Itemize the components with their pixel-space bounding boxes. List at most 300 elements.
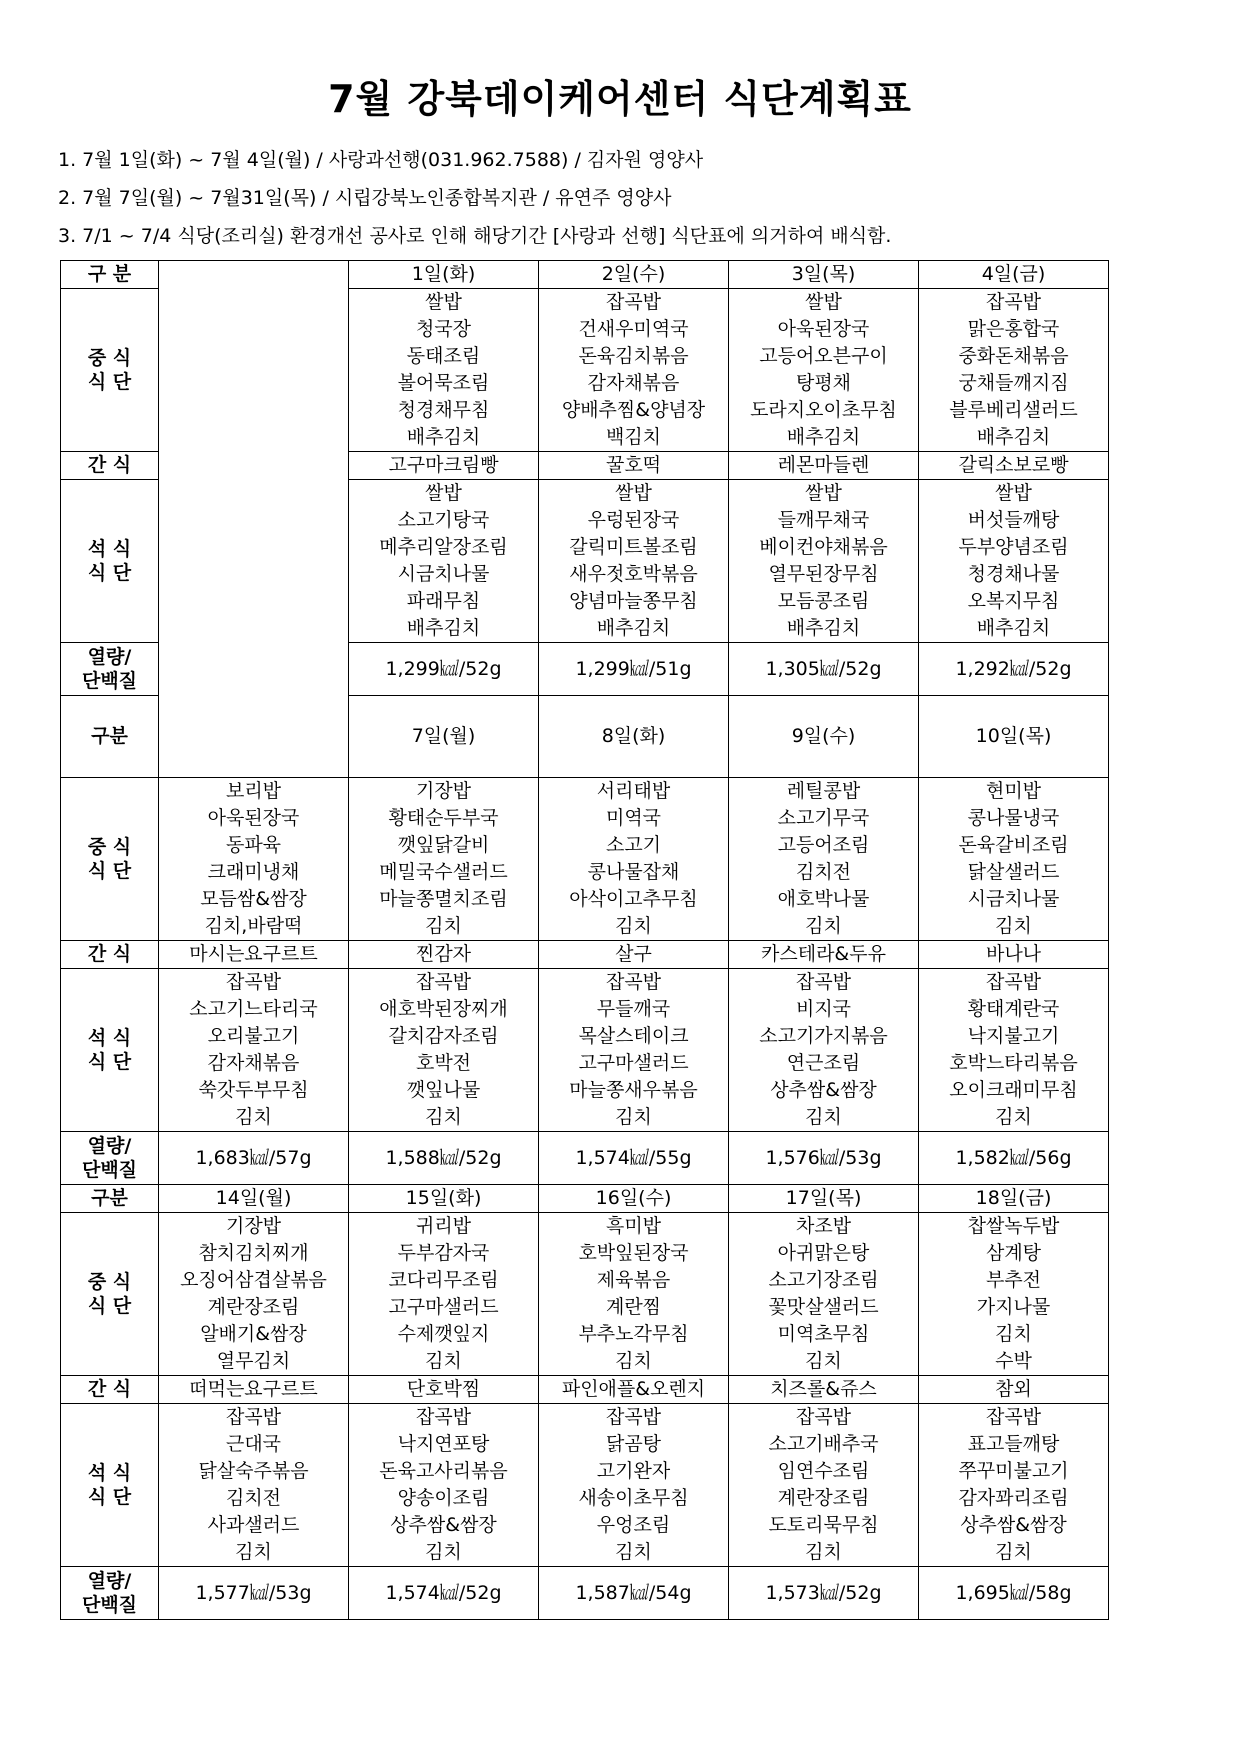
- menu-item: 쌀밥: [615, 482, 652, 504]
- lunch-cell: [159, 1213, 349, 1376]
- menu-item: 쌀밥: [805, 291, 842, 313]
- menu-item: 낙지불고기: [967, 1025, 1060, 1047]
- lunch-cell: [919, 289, 1109, 452]
- date-header-cell: 9일(수): [729, 696, 919, 778]
- header-label-cell: 구분: [61, 696, 159, 778]
- menu-item: 고구마샐러드: [578, 1052, 689, 1074]
- dinner-cell: [159, 1404, 349, 1567]
- menu-item: 애호박나물: [777, 888, 870, 910]
- menu-item: 김치전: [225, 1487, 282, 1509]
- lunch-cell: [349, 289, 539, 452]
- menu-item: 잡곡밥: [795, 1406, 852, 1428]
- menu-item: 잡곡밥: [605, 1406, 662, 1428]
- date-header-cell: 8일(화): [539, 696, 729, 778]
- lunch-label-cell: [61, 1213, 159, 1376]
- snack-cell: [159, 1376, 349, 1404]
- dinner-label-text: 식 단: [87, 1051, 132, 1073]
- dinner-cell: [919, 969, 1109, 1132]
- menu-item: 베이컨야채볶음: [759, 536, 888, 558]
- menu-item: 감자채볶음: [587, 372, 680, 394]
- menu-item: 돈육고사리볶음: [379, 1460, 508, 1482]
- date-header-cell: 17일(목): [729, 1185, 919, 1213]
- menu-item: 근대국: [225, 1433, 282, 1455]
- menu-item: 쌀밥: [995, 482, 1032, 504]
- menu-item: 김치: [805, 1106, 842, 1128]
- menu-item: 잡곡밥: [415, 1406, 472, 1428]
- snack-label-cell: 간 식: [61, 941, 159, 969]
- menu-item: 감자채볶음: [207, 1052, 300, 1074]
- menu-item: 아귀맑은탕: [777, 1242, 870, 1264]
- snack-cell: [539, 452, 729, 480]
- menu-item: 기장밥: [415, 780, 472, 802]
- menu-item: 돈육김치볶음: [578, 345, 689, 367]
- snack-cell: [729, 1376, 919, 1404]
- menu-item: 소고기배추국: [768, 1433, 879, 1455]
- nutrition-cell: [349, 1567, 539, 1620]
- menu-item: 메밀국수샐러드: [379, 861, 508, 883]
- snack-item: 살구: [615, 943, 652, 965]
- menu-item: 오이크래미무침: [949, 1079, 1078, 1101]
- date-header-cell: 10일(목): [919, 696, 1109, 778]
- menu-item: 김치: [805, 1350, 842, 1372]
- lunch-cell: [349, 778, 539, 941]
- menu-item: 무들깨국: [596, 998, 671, 1020]
- menu-item: 차조밥: [795, 1215, 852, 1237]
- menu-item: 비지국: [795, 998, 852, 1020]
- menu-item: 오징어삼겹살볶음: [180, 1269, 327, 1291]
- menu-item: 잡곡밥: [605, 971, 662, 993]
- menu-item: 마늘쫑멸치조림: [379, 888, 508, 910]
- dinner-cell: [539, 1404, 729, 1567]
- menu-item: 고구마샐러드: [388, 1296, 499, 1318]
- snack-cell: [349, 452, 539, 480]
- menu-item: 양배추찜&양념장: [561, 399, 706, 421]
- nutrition-cell: [349, 1132, 539, 1185]
- menu-item: 쭈꾸미불고기: [958, 1460, 1069, 1482]
- menu-item: 쌀밥: [805, 482, 842, 504]
- nutrition-value: 1,305㎉/52g: [765, 657, 882, 680]
- menu-item: 두부감자국: [397, 1242, 490, 1264]
- menu-item: 알배기&쌈장: [200, 1323, 307, 1345]
- menu-item: 계란찜: [605, 1296, 662, 1318]
- nutrition-value: 1,576㎉/53g: [765, 1146, 882, 1169]
- menu-item: 수박: [995, 1350, 1032, 1372]
- menu-item: 양념마늘쫑무침: [569, 590, 698, 612]
- nutrition-label-cell: [61, 1567, 159, 1620]
- menu-item: 소고기느타리국: [189, 998, 318, 1020]
- menu-item: 잡곡밥: [225, 1406, 282, 1428]
- menu-item: 돈육갈비조림: [958, 834, 1069, 856]
- menu-item: 김치: [235, 1106, 272, 1128]
- menu-item: 부추전: [985, 1269, 1042, 1291]
- date-header-cell: 2일(수): [539, 261, 729, 289]
- menu-item: 고기완자: [596, 1460, 671, 1482]
- nutrition-value: 1,582㎉/56g: [955, 1146, 1072, 1169]
- date-header-cell: 18일(금): [919, 1185, 1109, 1213]
- snack-cell: [349, 1376, 539, 1404]
- dinner-cell: [729, 480, 919, 643]
- lunch-label-text: 식 단: [87, 860, 132, 882]
- menu-item: 깻잎나물: [406, 1079, 481, 1101]
- dinner-cell: [919, 1404, 1109, 1567]
- snack-item: 꿀호떡: [605, 454, 662, 476]
- lunch-cell: [349, 1213, 539, 1376]
- date-header-cell: 3일(목): [729, 261, 919, 289]
- menu-item: 잡곡밥: [795, 971, 852, 993]
- menu-item: 미역초무침: [777, 1323, 870, 1345]
- dinner-label-text: 식 단: [87, 1486, 132, 1508]
- menu-item: 맑은홍합국: [967, 318, 1060, 340]
- nutrition-cell: [729, 643, 919, 696]
- note-item: 3. 7/1 ~ 7/4 식당(조리실) 환경개선 공사로 인해 해당기간 [사랑과 선행] 식단표에 의거하여 배식함.: [58, 225, 892, 247]
- menu-item: 배추김치: [406, 426, 481, 448]
- date-header-cell: 1일(화): [349, 261, 539, 289]
- menu-item: 임연수조림: [777, 1460, 870, 1482]
- dinner-cell: [349, 480, 539, 643]
- menu-item: 가지나물: [976, 1296, 1051, 1318]
- nutrition-cell: [159, 1567, 349, 1620]
- menu-item: 백김치: [605, 426, 662, 448]
- snack-item: 레몬마들렌: [777, 454, 870, 476]
- menu-item: 배추김치: [786, 426, 861, 448]
- menu-item: 잡곡밥: [605, 291, 662, 313]
- menu-item: 목살스테이크: [578, 1025, 689, 1047]
- lunch-cell: [159, 778, 349, 941]
- menu-item: 잡곡밥: [415, 971, 472, 993]
- page-title: 7월 강북데이케어센터 식단계획표: [328, 77, 912, 121]
- menu-item: 보리밥: [225, 780, 282, 802]
- snack-cell: [349, 941, 539, 969]
- menu-item: 소고기무국: [777, 807, 870, 829]
- menu-item: 찹쌀녹두밥: [967, 1215, 1060, 1237]
- snack-item: 마시는요구르트: [189, 943, 318, 965]
- notes-list: [58, 145, 891, 259]
- menu-item: 소고기가지볶음: [759, 1025, 888, 1047]
- menu-item: 양송이조림: [397, 1487, 490, 1509]
- menu-item: 청경채무침: [397, 399, 490, 421]
- menu-item: 김치: [425, 1350, 462, 1372]
- menu-item: 참치김치찌개: [198, 1242, 309, 1264]
- snack-cell: [539, 1376, 729, 1404]
- meal-plan-table: [60, 260, 1109, 1620]
- menu-item: 두부양념조림: [958, 536, 1069, 558]
- menu-item: 크래미냉채: [207, 861, 300, 883]
- snack-item: 카스테라&두유: [761, 943, 886, 965]
- menu-item: 김치: [425, 915, 462, 937]
- snack-cell: [159, 941, 349, 969]
- menu-item: 배추김치: [786, 617, 861, 639]
- nutrition-value: 1,588㎉/52g: [385, 1146, 502, 1169]
- nutrition-value: 1,299㎉/51g: [575, 657, 692, 680]
- nutrition-cell: [919, 1132, 1109, 1185]
- snack-cell: [539, 941, 729, 969]
- menu-item: 궁채들깨지짐: [958, 372, 1069, 394]
- menu-item: 코다리무조림: [388, 1269, 499, 1291]
- menu-item: 잡곡밥: [985, 971, 1042, 993]
- dinner-label-cell: [61, 969, 159, 1132]
- nutrition-cell: [349, 643, 539, 696]
- menu-item: 오리불고기: [207, 1025, 300, 1047]
- nutrition-cell: [539, 1132, 729, 1185]
- nutrition-value: 1,573㎉/52g: [765, 1581, 882, 1604]
- menu-item: 김치: [995, 1541, 1032, 1563]
- menu-item: 우렁된장국: [587, 509, 680, 531]
- menu-item: 들깨무채국: [777, 509, 870, 531]
- menu-item: 김치: [615, 1106, 652, 1128]
- lunch-label-text: 식 단: [87, 371, 132, 393]
- lunch-label-text: 중 식: [87, 1271, 132, 1293]
- menu-item: 소고기장조림: [768, 1269, 879, 1291]
- menu-item: 제육볶음: [596, 1269, 671, 1291]
- menu-item: 갈릭미트볼조림: [569, 536, 698, 558]
- date-header-cell: 4일(금): [919, 261, 1109, 289]
- menu-item: 아욱된장국: [777, 318, 870, 340]
- snack-cell: [729, 941, 919, 969]
- menu-item: 도라지오이초무침: [750, 399, 897, 421]
- menu-item: 호박전: [415, 1052, 472, 1074]
- menu-item: 고등어오븐구이: [759, 345, 888, 367]
- menu-item: 애호박된장찌개: [379, 998, 508, 1020]
- dinner-row: [61, 969, 1109, 1132]
- dinner-label-text: 식 단: [87, 562, 132, 584]
- nutrition-row: [61, 1567, 1109, 1620]
- snack-item: 파인애플&오렌지: [561, 1378, 706, 1400]
- menu-item: 상추쌈&쌈장: [770, 1079, 877, 1101]
- nutrition-label-text: 단백질: [81, 1594, 138, 1616]
- menu-item: 호박잎된장국: [578, 1242, 689, 1264]
- menu-item: 블루베리샐러드: [949, 399, 1078, 421]
- menu-item: 소고기탕국: [397, 509, 490, 531]
- menu-item: 잡곡밥: [225, 971, 282, 993]
- snack-row: [61, 941, 1109, 969]
- menu-item: 모듬쌈&쌈장: [200, 888, 307, 910]
- date-header-cell: 16일(수): [539, 1185, 729, 1213]
- menu-item: 새우젓호박볶음: [569, 563, 698, 585]
- header-label-cell: 구분: [61, 1185, 159, 1213]
- menu-item: 닭살숙주볶음: [198, 1460, 309, 1482]
- menu-item: 감자꽈리조림: [958, 1487, 1069, 1509]
- menu-item: 배추김치: [596, 617, 671, 639]
- nutrition-cell: [539, 1567, 729, 1620]
- lunch-label-text: 식 단: [87, 1295, 132, 1317]
- menu-item: 잡곡밥: [985, 1406, 1042, 1428]
- dinner-cell: [539, 480, 729, 643]
- dinner-label-cell: [61, 480, 159, 643]
- nutrition-value: 1,683㎉/57g: [195, 1146, 312, 1169]
- menu-item: 파래무침: [406, 590, 481, 612]
- snack-item: 고구마크림빵: [388, 454, 499, 476]
- nutrition-value: 1,299㎉/52g: [385, 657, 502, 680]
- nutrition-value: 1,587㎉/54g: [575, 1581, 692, 1604]
- lunch-label-cell: [61, 778, 159, 941]
- menu-item: 연근조림: [786, 1052, 861, 1074]
- menu-item: 흑미밥: [605, 1215, 662, 1237]
- nutrition-value: 1,292㎉/52g: [955, 657, 1072, 680]
- nutrition-label-text: 단백질: [81, 670, 138, 692]
- menu-item: 김치: [995, 1323, 1032, 1345]
- lunch-cell: [539, 289, 729, 452]
- menu-item: 메추리알장조림: [379, 536, 508, 558]
- menu-item: 김치: [995, 1106, 1032, 1128]
- menu-item: 건새우미역국: [578, 318, 689, 340]
- date-header-cell: 14일(월): [159, 1185, 349, 1213]
- nutrition-value: 1,577㎉/53g: [195, 1581, 312, 1604]
- menu-item: 황태계란국: [967, 998, 1060, 1020]
- menu-item: 미역국: [605, 807, 662, 829]
- nutrition-label-text: 열량/: [87, 646, 132, 668]
- snack-cell: [919, 452, 1109, 480]
- menu-item: 김치: [615, 915, 652, 937]
- menu-item: 배추김치: [406, 617, 481, 639]
- lunch-cell: [539, 778, 729, 941]
- nutrition-value: 1,574㎉/52g: [385, 1581, 502, 1604]
- menu-item: 모듬콩조림: [777, 590, 870, 612]
- menu-item: 중화돈채볶음: [958, 345, 1069, 367]
- note-item: 1. 7월 1일(화) ~ 7월 4일(월) / 사랑과선행(031.962.7588) / 김자원 영양사: [58, 149, 704, 171]
- lunch-cell: [919, 1213, 1109, 1376]
- lunch-cell: [729, 778, 919, 941]
- menu-item: 상추쌈&쌈장: [960, 1514, 1067, 1536]
- menu-item: 열무김치: [216, 1350, 291, 1372]
- menu-item: 배추김치: [976, 617, 1051, 639]
- menu-item: 갈치감자조림: [388, 1025, 499, 1047]
- menu-item: 청국장: [415, 318, 472, 340]
- menu-item: 볼어묵조림: [397, 372, 490, 394]
- menu-item: 사과샐러드: [207, 1514, 300, 1536]
- menu-item: 현미밥: [985, 780, 1042, 802]
- snack-item: 떠먹는요구르트: [189, 1378, 318, 1400]
- menu-item: 소고기: [605, 834, 662, 856]
- menu-item: 쑥갓두부무침: [198, 1079, 309, 1101]
- nutrition-label-text: 열량/: [87, 1135, 132, 1157]
- dinner-label-text: 석 식: [87, 1027, 132, 1049]
- nutrition-cell: [729, 1132, 919, 1185]
- lunch-cell: [729, 1213, 919, 1376]
- menu-item: 호박느타리볶음: [949, 1052, 1078, 1074]
- lunch-cell: [729, 289, 919, 452]
- menu-item: 콩나물냉국: [967, 807, 1060, 829]
- lunch-label-text: 중 식: [87, 347, 132, 369]
- menu-item: 버섯들깨탕: [967, 509, 1060, 531]
- dinner-row: [61, 1404, 1109, 1567]
- lunch-label-text: 중 식: [87, 836, 132, 858]
- snack-item: 갈릭소보로빵: [958, 454, 1069, 476]
- header-label-cell: 구 분: [61, 261, 159, 289]
- menu-item: 콩나물잡채: [587, 861, 680, 883]
- menu-item: 닭곰탕: [605, 1433, 662, 1455]
- menu-item: 탕평채: [795, 372, 852, 394]
- snack-cell: [919, 941, 1109, 969]
- menu-item: 김치: [615, 1541, 652, 1563]
- nutrition-row: [61, 1132, 1109, 1185]
- menu-item: 새송이초무침: [578, 1487, 689, 1509]
- dinner-cell: [159, 969, 349, 1132]
- menu-item: 아욱된장국: [207, 807, 300, 829]
- menu-item: 김치: [615, 1350, 652, 1372]
- menu-item: 부추노각무침: [578, 1323, 689, 1345]
- menu-item: 마늘쫑새우볶음: [569, 1079, 698, 1101]
- nutrition-cell: [919, 1567, 1109, 1620]
- lunch-row: [61, 778, 1109, 941]
- menu-item: 상추쌈&쌈장: [390, 1514, 497, 1536]
- date-header-row: [61, 1185, 1109, 1213]
- dinner-cell: [539, 969, 729, 1132]
- menu-item: 레틸콩밥: [786, 780, 861, 802]
- nutrition-cell: [729, 1567, 919, 1620]
- menu-item: 김치,바람떡: [204, 915, 303, 937]
- dinner-cell: [349, 969, 539, 1132]
- nutrition-label-cell: [61, 1132, 159, 1185]
- menu-item: 쌀밥: [425, 482, 462, 504]
- menu-item: 쌀밥: [425, 291, 462, 313]
- nutrition-cell: [539, 643, 729, 696]
- menu-item: 김치: [235, 1541, 272, 1563]
- dinner-cell: [919, 480, 1109, 643]
- menu-item: 김치: [425, 1106, 462, 1128]
- nutrition-cell: [159, 1132, 349, 1185]
- menu-item: 잡곡밥: [985, 291, 1042, 313]
- menu-item: 고등어조림: [777, 834, 870, 856]
- snack-cell: [729, 452, 919, 480]
- snack-cell: [919, 1376, 1109, 1404]
- menu-item: 꽃맛살샐러드: [768, 1296, 879, 1318]
- menu-item: 귀리밥: [415, 1215, 472, 1237]
- date-header-row: [61, 261, 1109, 289]
- snack-label-cell: 간 식: [61, 452, 159, 480]
- snack-item: 단호박찜: [406, 1378, 481, 1400]
- menu-item: 배추김치: [976, 426, 1051, 448]
- nutrition-label-text: 단백질: [81, 1159, 138, 1181]
- nutrition-cell: [919, 643, 1109, 696]
- snack-label-cell: 간 식: [61, 1376, 159, 1404]
- menu-item: 김치: [995, 915, 1032, 937]
- menu-item: 깻잎닭갈비: [397, 834, 490, 856]
- nutrition-label-cell: [61, 643, 159, 696]
- menu-item: 계란장조림: [777, 1487, 870, 1509]
- menu-item: 김치전: [795, 861, 852, 883]
- nutrition-value: 1,574㎉/55g: [575, 1146, 692, 1169]
- date-header-cell: 15일(화): [349, 1185, 539, 1213]
- lunch-cell: [539, 1213, 729, 1376]
- dinner-label-cell: [61, 1404, 159, 1567]
- lunch-cell: [919, 778, 1109, 941]
- menu-item: 도토리묵무침: [768, 1514, 879, 1536]
- menu-item: 표고들깨탕: [967, 1433, 1060, 1455]
- menu-item: 아삭이고추무침: [569, 888, 698, 910]
- menu-item: 동파육: [225, 834, 282, 856]
- menu-item: 서리태밥: [596, 780, 671, 802]
- menu-item: 김치: [425, 1541, 462, 1563]
- snack-item: 치즈롤&쥬스: [770, 1378, 877, 1400]
- menu-item: 오복지무침: [967, 590, 1060, 612]
- dinner-cell: [729, 1404, 919, 1567]
- dinner-label-text: 석 식: [87, 538, 132, 560]
- menu-item: 수제깻잎지: [397, 1323, 490, 1345]
- empty-cell: [159, 261, 349, 778]
- date-header-cell: 7일(월): [349, 696, 539, 778]
- nutrition-value: 1,695㎉/58g: [955, 1581, 1072, 1604]
- dinner-label-text: 석 식: [87, 1462, 132, 1484]
- menu-item: 김치: [805, 1541, 842, 1563]
- lunch-label-cell: [61, 289, 159, 452]
- snack-item: 찐감자: [415, 943, 472, 965]
- menu-item: 삼계탕: [985, 1242, 1042, 1264]
- menu-item: 청경채나물: [967, 563, 1060, 585]
- note-item: 2. 7월 7일(월) ~ 7월31일(목) / 시립강북노인종합복지관 / 유연주 영양사: [58, 187, 672, 209]
- menu-item: 시금치나물: [967, 888, 1060, 910]
- menu-item: 동태조림: [406, 345, 481, 367]
- menu-item: 황태순두부국: [388, 807, 499, 829]
